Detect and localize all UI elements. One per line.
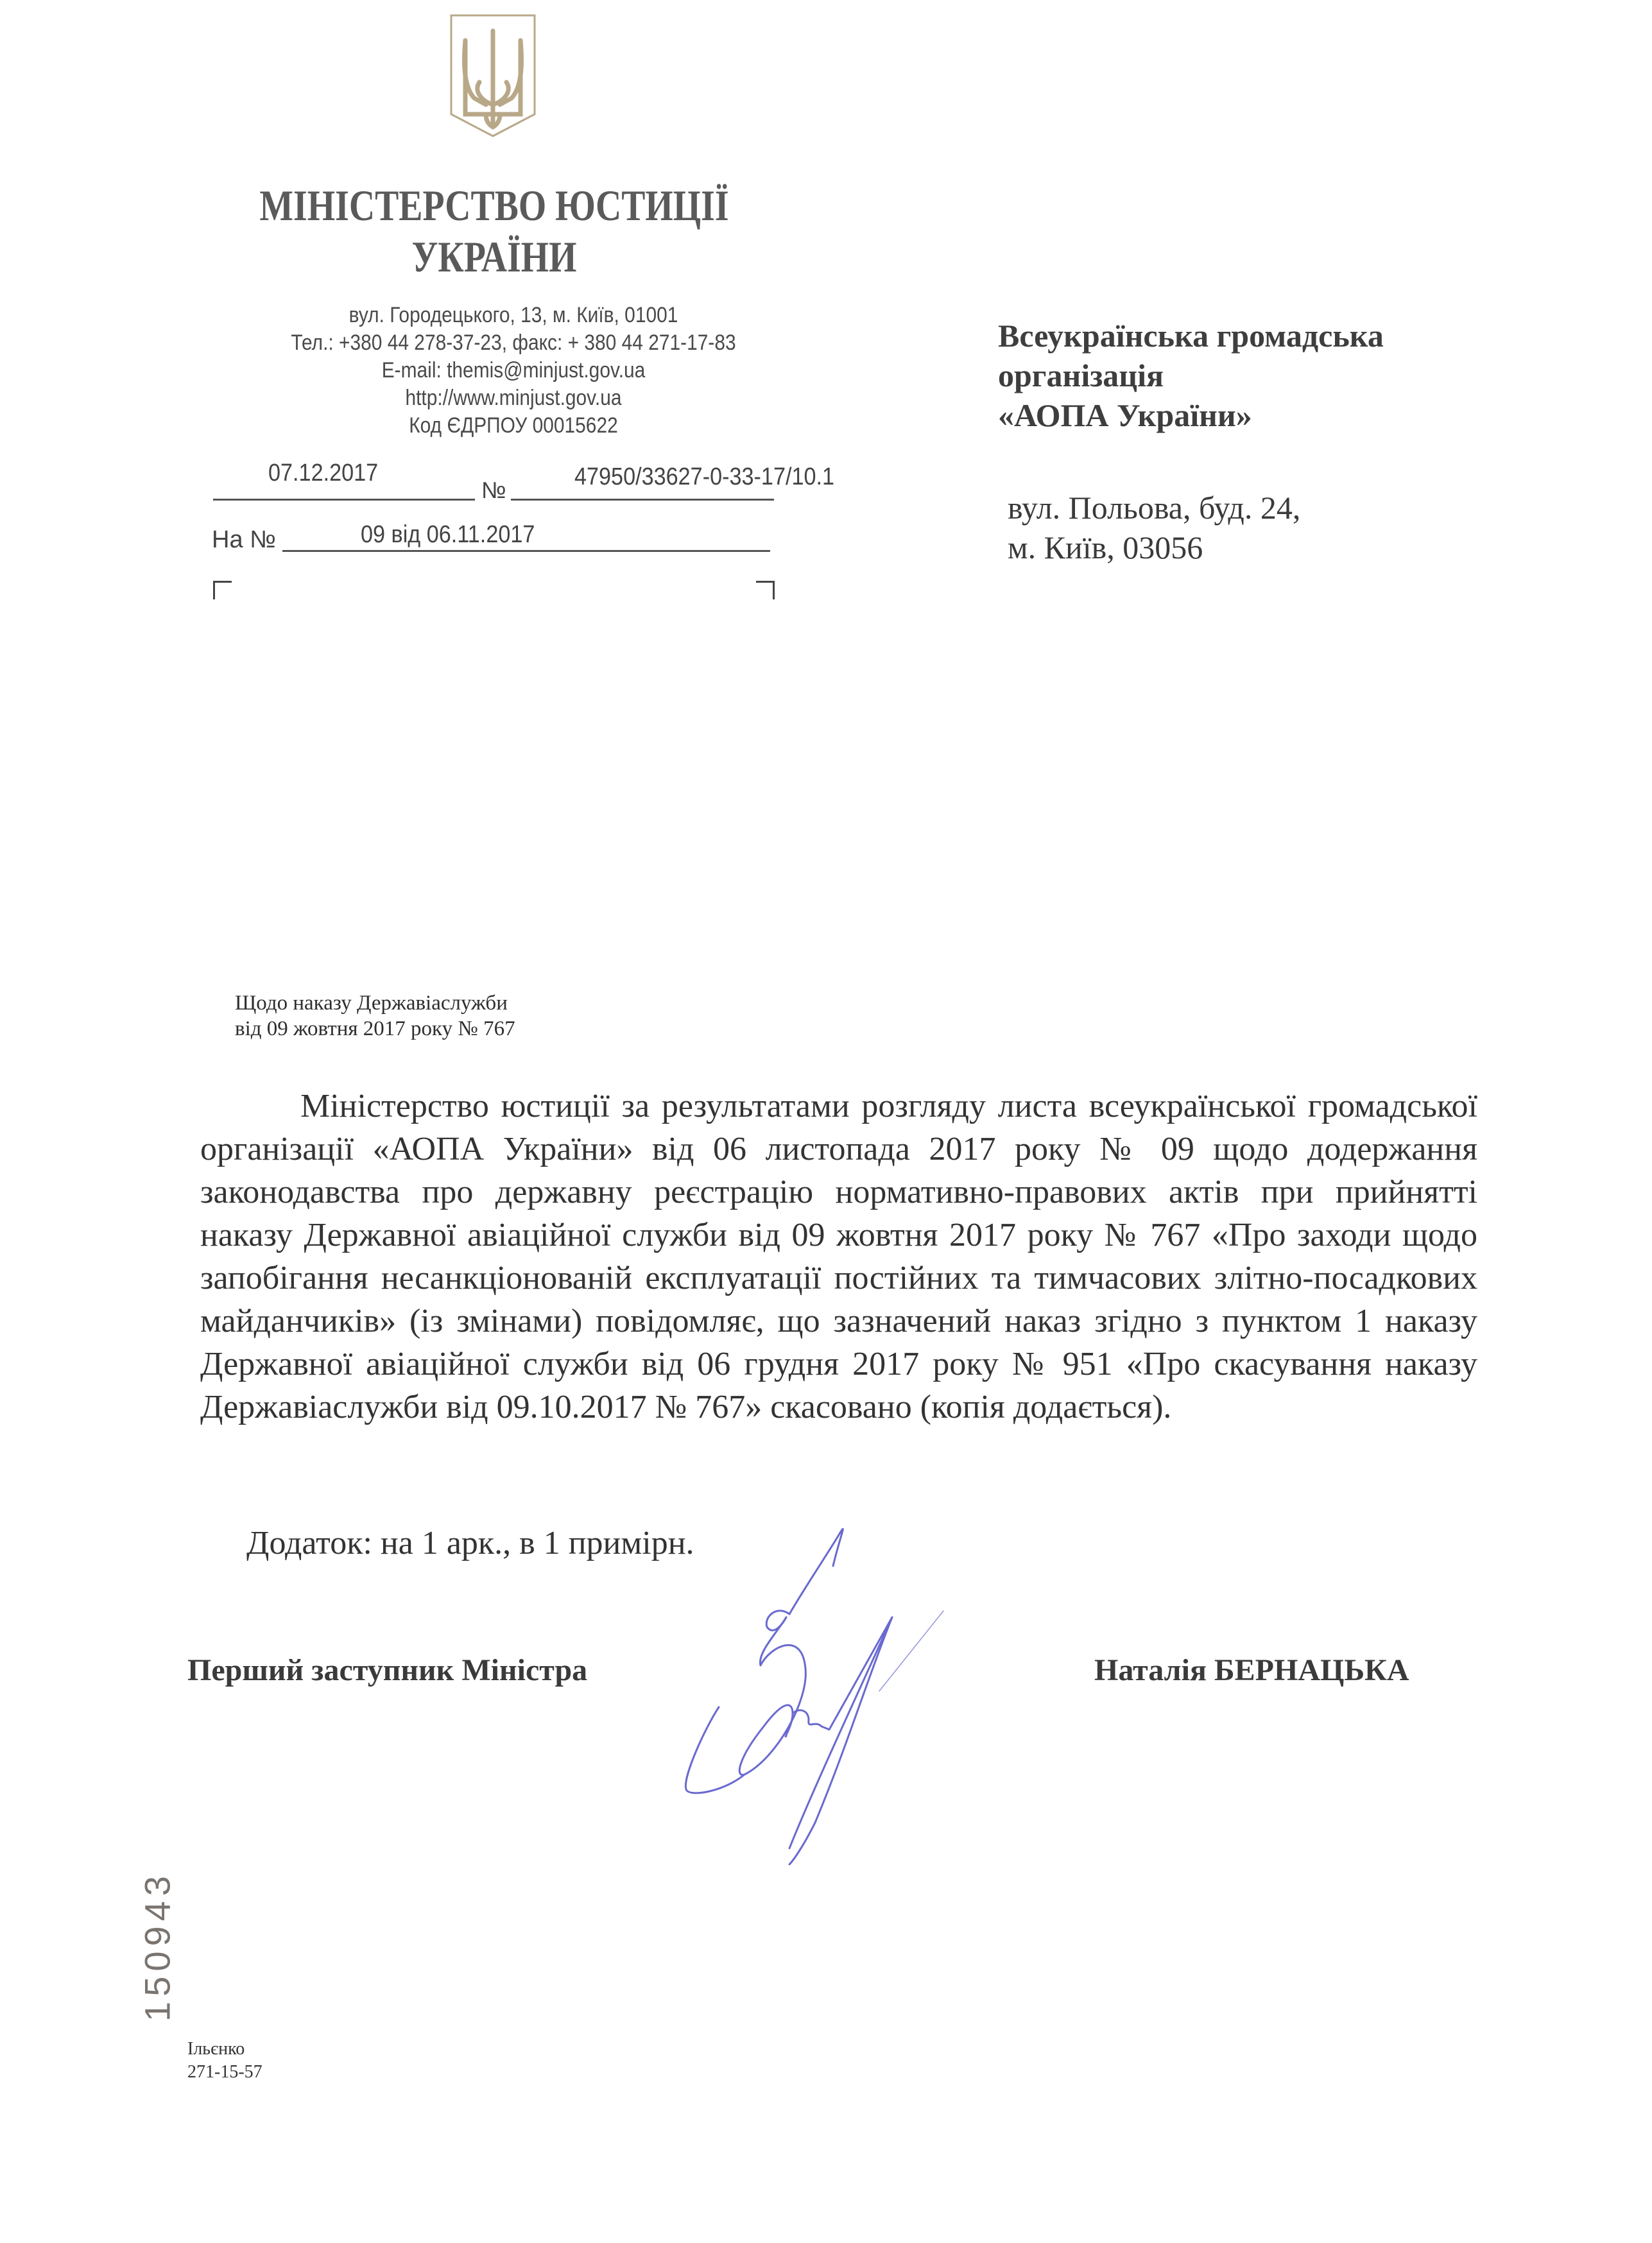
ministry-contacts (193, 302, 834, 440)
recipient-line2: організація (998, 357, 1164, 393)
coat-of-arms-icon (447, 12, 538, 140)
ministry-title-line1: МІНІСТЕРСТВО ЮСТИЦІЇ (259, 181, 729, 230)
ministry-website: http://www.minjust.gov.ua (405, 386, 622, 410)
registration-date: 07.12.2017 (268, 460, 379, 486)
subject-line1: Щодо наказу Державіаслужби (235, 992, 508, 1015)
executor-name: Ільєнко (187, 2039, 245, 2059)
recipient-address-line2: м. Київ, 03056 (1008, 529, 1203, 565)
recipient-address-line1: вул. Польова, буд. 24, (1008, 490, 1301, 526)
ministry-title-line2: УКРАЇНИ (411, 232, 577, 281)
handwritten-signature-icon (655, 1515, 1142, 1874)
signer-name: Наталія БЕРНАЦЬКА (1094, 1653, 1409, 1687)
executor-info (187, 2038, 262, 2084)
letter-body-paragraph: Міністерство юстиції за результатами розгляду листа всеукраїнської громадської організації «АОПА України» від 06 листопада 2017 року № 09 щодо додержання законодавства про державну реєстрацію нормативно-правових актів при прийнятті наказу Державної авіаційної служби від 09 жовтня 2017 року № 767 «Про заходи щодо запобігання несанкціонованій експлуатації постійних та тимчасових злітно-посадкових майданчиків» (із змінами) повідомляє, що зазначений наказ згідно з пунктом 1 наказу Державної авіаційної служби від 06 грудня 2017 року № 951 «Про скасування наказу Державіаслужби від 09.10.2017 № 767» скасовано (копія додається). (200, 1088, 1477, 1425)
subject-line2: від 09 жовтня 2017 року № 767 (235, 1017, 515, 1040)
registration-number: 47950/33627-0-33-17/10.1 (574, 463, 835, 490)
signer-position: Перший заступник Міністра (187, 1653, 588, 1687)
corner-mark-right (756, 581, 775, 599)
recipient-address (1008, 488, 1300, 567)
recipient-line1: Всеукраїнська громадська (998, 318, 1384, 354)
registration-number-label: № (481, 477, 506, 503)
attachment-note: Додаток: на 1 арк., в 1 примірн. (246, 1525, 694, 1561)
ministry-edrpou: Код ЄДРПОУ 00015622 (409, 413, 618, 438)
ministry-email: E-mail: themis@minjust.gov.ua (381, 358, 646, 382)
serial-number: 150943 (137, 1871, 178, 2022)
registration-number-underline (511, 499, 774, 501)
executor-phone: 271-15-57 (187, 2062, 262, 2082)
serial-number-stamp (138, 1855, 176, 2028)
recipient-organization (998, 316, 1384, 435)
ministry-phone-fax: Тел.: +380 44 278-37-23, факс: + 380 44 271-17-83 (291, 331, 736, 355)
corner-mark-left (213, 581, 232, 599)
reference-label: На № (212, 526, 276, 553)
ministry-title (247, 180, 742, 282)
reference-underline (282, 550, 770, 552)
ministry-address: вул. Городецького, 13, м. Київ, 01001 (348, 303, 678, 327)
reference-number: 09 від 06.11.2017 (361, 521, 535, 548)
registration-date-underline (213, 499, 475, 501)
recipient-line3: «АОПА України» (998, 397, 1252, 433)
letter-subject (235, 990, 515, 1042)
